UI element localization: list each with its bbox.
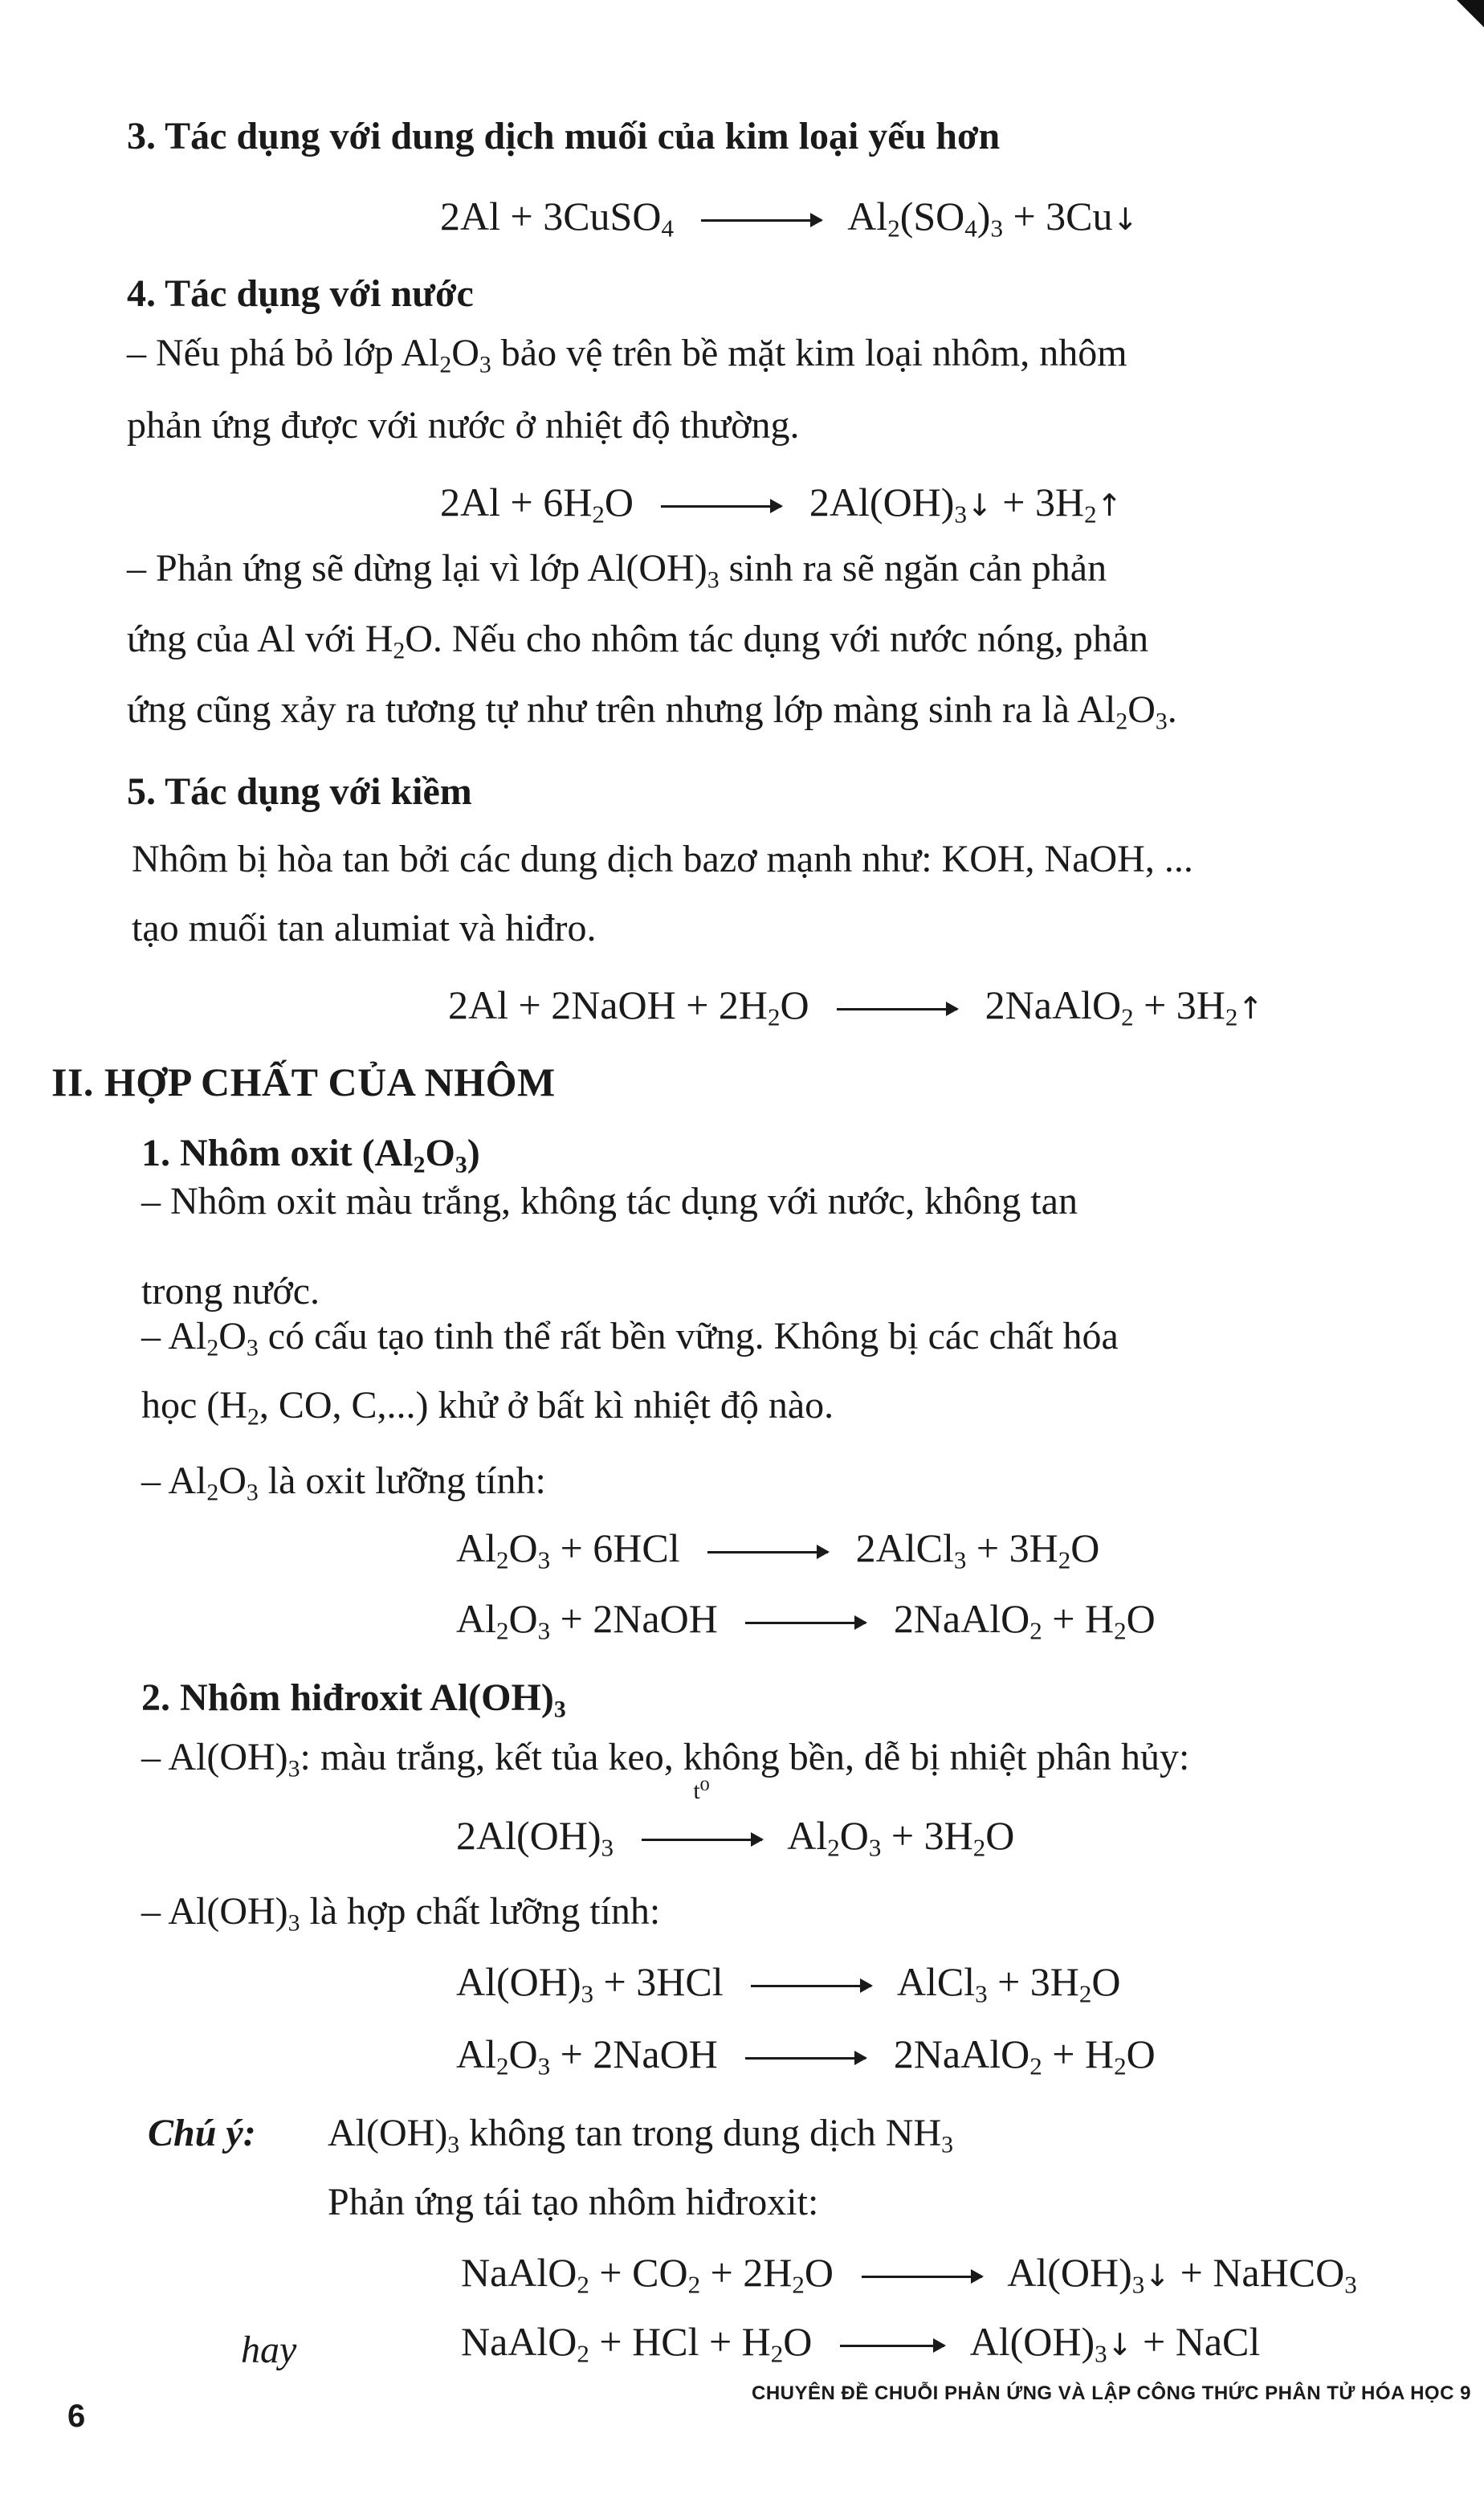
section-5-para-line-1: Nhôm bị hòa tan bởi các dung dịch bazơ mạnh như: KOH, NaOH, ... (132, 838, 1193, 880)
equation-naalo2-co2: NaAlO$_2$ + $CO_2 + 2H_2O$ $Al(OH)_3↓$ + NaHCO$_3$ (461, 2250, 1357, 2299)
equation-al2o3-naoh-2: $Al_2O_3$ + 2NaOH 2NaAlO$_2$ + $H_2O$ (456, 2031, 1156, 2080)
down-arrow-icon: ↓ (966, 488, 993, 523)
subsection-1-para-1-line-1: – Nhôm oxit màu trắng, không tác dụng với nước, không tan (141, 1180, 1078, 1223)
section-4-para-2-line-1: – Phản ứng sẽ dừng lại vì lớp $Al(OH)_3$ sinh ra sẽ ngăn cản phản (127, 547, 1107, 594)
section-4-para-1-line-2: phản ứng được với nước ở nhiệt độ thường. (127, 404, 800, 447)
equation-al-h2o: $2Al + 6H_2O$ $2Al(OH)_3↓$ + $3H_2↑$ (440, 480, 1123, 529)
page-number: 6 (67, 2399, 86, 2434)
equation-al2o3-naoh: $Al_2O_3$ + 2NaOH 2NaAlO$_2$ + $H_2O$ (456, 1596, 1156, 1645)
reaction-arrow (701, 219, 822, 222)
heat-condition-label: t⁰ (693, 1778, 710, 1804)
subsection-1-heading: 1. Nhôm oxit $(Al_2O_3)$ (141, 1132, 480, 1178)
subsection-1-para-2-line-2: học ($H_2$, CO, C,...) khử ở bất kì nhiệt độ nào. (141, 1384, 834, 1431)
equation-naalo2-hcl: NaAlO$_2$ + HCl + $H_2O$ $Al(OH)_3↓$ + NaCl (461, 2319, 1261, 2368)
equation-al-naoh: 2Al + 2NaOH + $2H_2O$ 2NaAlO$_2$ + $3H_2↑$ (448, 982, 1264, 1031)
equation-aloh3-hcl: $Al(OH)_3 + 3HCl$ AlCl$_3$ + $3H_2O$ (456, 1959, 1121, 2008)
subsection-2-para-1: – $Al(OH)_3$: màu trắng, kết tủa keo, không bền, dễ bị nhiệt phân hủy: (141, 1736, 1190, 1782)
reaction-arrow (751, 1985, 871, 1987)
book-title-footer: CHUYÊN ĐỀ CHUỖI PHẢN ỨNG VÀ LẬP CÔNG THỨC PHÂN TỬ HÓA HỌC 9 (752, 2382, 1471, 2404)
up-arrow-icon: ↑ (1096, 488, 1123, 523)
reaction-arrow (840, 2345, 944, 2347)
subsection-1-para-2-line-1: – $Al_2O_3$ có cấu tạo tinh thể rất bền vững. Không bị các chất hóa (141, 1315, 1119, 1362)
equation-al2o3-hcl: $Al_2O_3 + 6HCl$ 2AlCl$_3$ + $3H_2O$ (456, 1525, 1100, 1574)
section-3-heading-text: 3. Tác dụng với dung dịch muối của kim loại yếu hơn (127, 115, 1001, 157)
part-ii-heading: II. HỢP CHẤT CỦA NHÔM (51, 1059, 556, 1104)
subsection-2-heading: 2. Nhôm hiđroxit $Al(OH)_3$ (141, 1676, 566, 1723)
section-4-para-1-line-1: – Nếu phá bỏ lớp $Al_2O_3$ bảo vệ trên bề mặt kim loại nhôm, nhôm (127, 332, 1127, 378)
note-text-1: $Al(OH)_3$ không tan trong dung dịch $NH_3$ (328, 2112, 953, 2158)
down-arrow-icon: ↓ (1107, 2327, 1133, 2362)
equation-al-cuso4: 2Al + 3CuSO$_4$ $Al_2(SO_4)_3$ + 3Cu↓ (440, 194, 1139, 243)
reaction-arrow (837, 1008, 957, 1010)
reaction-arrow (707, 1551, 828, 1553)
section-5-heading: 5. Tác dụng với kiềm (127, 770, 472, 813)
reaction-arrow (862, 2276, 982, 2278)
page-corner-mark (1457, 0, 1484, 27)
reaction-arrow (642, 1839, 762, 1841)
up-arrow-icon: ↑ (1237, 990, 1264, 1026)
note-label: Chú ý: (148, 2112, 256, 2154)
equation-aloh3-decomposition: $2Al(OH)_3$ t⁰ $Al_2O_3 + 3H_2O$ (456, 1778, 1015, 1862)
subsection-1-para-3: – $Al_2O_3$ là oxit lưỡng tính: (141, 1460, 546, 1506)
reaction-arrow (745, 2057, 866, 2060)
down-arrow-icon: ↓ (1112, 202, 1139, 237)
note-text-2: Phản ứng tái tạo nhôm hiđroxit: (328, 2181, 819, 2223)
section-4-heading: 4. Tác dụng với nước (127, 272, 474, 315)
reaction-arrow (661, 505, 781, 508)
hay-label: hay (241, 2329, 297, 2371)
section-4-para-2-line-2: ứng của Al với $H_2O$. Nếu cho nhôm tác dụng với nước nóng, phản (127, 618, 1149, 664)
section-4-para-2-line-3: ứng cũng xảy ra tương tự như trên nhưng lớp màng sinh ra là $Al_2O_3$. (127, 688, 1177, 735)
reaction-arrow (745, 1622, 866, 1624)
subsection-2-para-2: – $Al(OH)_3$ là hợp chất lưỡng tính: (141, 1890, 661, 1937)
section-3-heading (127, 114, 1000, 158)
down-arrow-icon: ↓ (1144, 2258, 1171, 2293)
subsection-1-para-1-line-2: trong nước. (141, 1270, 320, 1313)
section-5-para-line-2: tạo muối tan alumiat và hiđro. (132, 907, 597, 949)
